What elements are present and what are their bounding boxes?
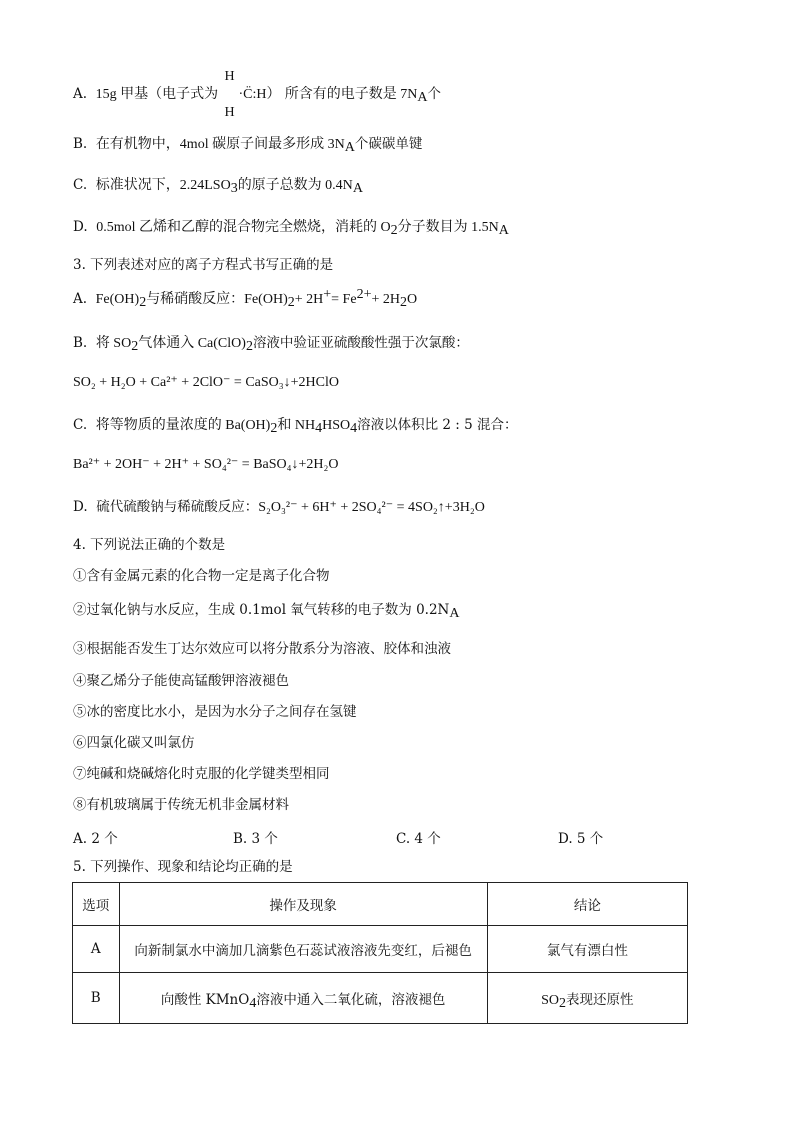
q3-d-equation: S₂O₃²⁻ + 6H⁺ + 2SO₄²⁻ = 4SO₂↑+3H₂O	[258, 500, 485, 515]
q3-c-equation: Ba²⁺ + 2OH⁻ + 2H⁺ + SO₄²⁻ = BaSO₄↓+2H₂O	[73, 457, 339, 472]
q4-item-2: ②过氧化钠与水反应，生成 0.1mol 氧气转移的电子数为 $0.2N_A$	[73, 602, 460, 621]
q4-stem: 4. 下列说法正确的个数是	[73, 537, 226, 553]
header-conclusion: 结论	[487, 883, 687, 926]
q4-item-5: ⑤冰的密度比水小，是因为水分子之间存在氢键	[73, 704, 357, 720]
table-header-row	[73, 883, 688, 926]
q2-a-text1: 15g 甲基（电子式为	[95, 87, 219, 102]
q4-option-d: D. 5 个	[558, 831, 604, 847]
q2-option-a: A. 15g 甲基（电子式为 H H ·C̈:H） 所含有的电子数是 $7N_A$个	[73, 68, 441, 120]
q4-item-6: ⑥四氯化碳又叫氯仿	[73, 735, 195, 751]
q5-stem: 5. 下列操作、现象和结论均正确的是	[73, 859, 293, 875]
q2-option-b: B. 在有机物中，4mol 碳原子间最多形成 $3N_A$个碳碳单键	[73, 136, 423, 155]
methyl-electron-formula: H H	[224, 68, 235, 120]
q4-item-4: ④聚乙烯分子能使高锰酸钾溶液褪色	[73, 673, 289, 689]
q4-option-a: A. 2 个	[73, 831, 118, 847]
q4-item-1: ①含有金属元素的化合物一定是离子化合物	[73, 568, 330, 584]
q2-option-c: C. 标准状况下，$2.24LSO_3$的原子总数为 $0.4N_A$	[73, 177, 363, 196]
q4-item-3: ③根据能否发生丁达尔效应可以将分散系分为溶液、胶体和浊液	[73, 641, 451, 657]
q2-a-formula: ·C̈:H）	[238, 87, 281, 102]
q2-a-label: A.	[73, 86, 88, 102]
q4-option-b: B. 3 个	[233, 831, 278, 847]
table-row: A 向新制氯水中滴加几滴紫色石蕊试液溶液先变红，后褪色 氯气有漂白性	[73, 926, 688, 973]
q3-stem: 3. 下列表述对应的离子方程式书写正确的是	[73, 257, 334, 273]
q2-option-d: D. 0.5mol 乙烯和乙醇的混合物完全燃烧，消耗的 $O_2$分子数目为 $1.5N_A$	[73, 219, 509, 238]
header-operation: 操作及现象	[119, 883, 487, 926]
q4-item-7: ⑦纯碱和烧碱熔化时克服的化学键类型相同	[73, 766, 330, 782]
q5-table	[72, 882, 688, 1024]
header-option: 选项	[73, 883, 120, 926]
q3-option-c: C. 将等物质的量浓度的 $Ba(OH)_2$和 $NH_4HSO_4$溶液以体积比 2 : 5 混合：	[73, 417, 518, 436]
q4-item-8: ⑧有机玻璃属于传统无机非金属材料	[73, 797, 289, 813]
q4-option-c: C. 4 个	[396, 831, 441, 847]
q3-option-a: A. $Fe(OH)_2$与稀硝酸反应：$Fe(OH)_2+ 2H^+= Fe^{2+}+ 2H_2O$	[73, 287, 418, 310]
q3-option-d: D. 硫代硫酸钠与稀硫酸反应：S₂O₃²⁻ + 6H⁺ + 2SO₄²⁻ = 4SO₂↑+3H₂O	[73, 499, 485, 515]
table-row: B 向酸性 KMnO$_4$溶液中通入二氧化硫，溶液褪色 $SO_2$表现还原性	[73, 973, 688, 1024]
q3-b-equation: SO₂ + H₂O + Ca²⁺ + 2ClO⁻ = CaSO₃↓+2HClO	[73, 375, 339, 390]
q3-option-b: B. 将 $SO_2$气体通入 $Ca(ClO)_2$溶液中验证亚硫酸酸性强于次氯酸：	[73, 335, 469, 354]
